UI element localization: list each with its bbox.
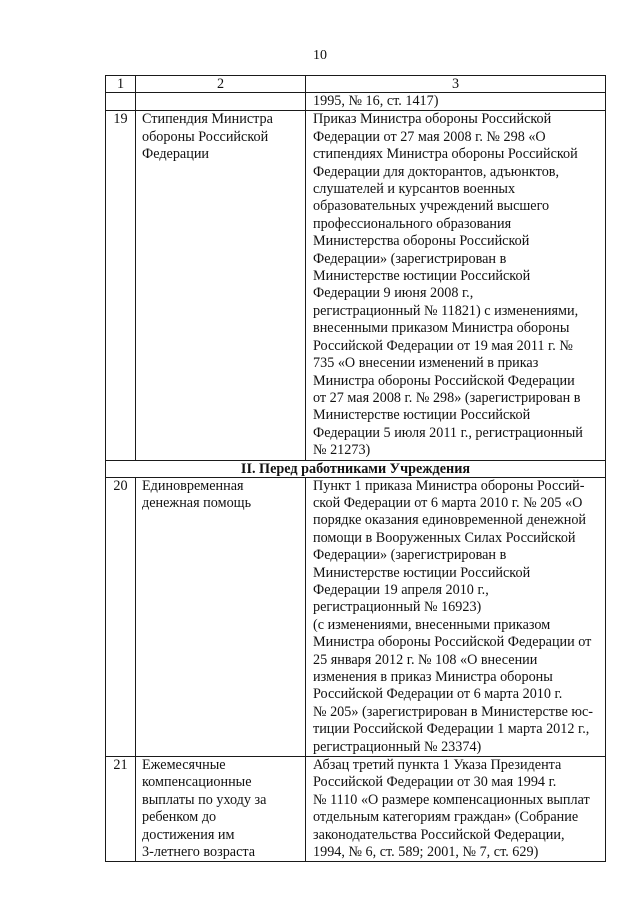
header-col-1: 1	[106, 76, 136, 93]
text-line: ребенком до	[142, 809, 217, 826]
text-line: профессионального образования	[313, 215, 512, 232]
text-line: 735 «О внесении изменений в приказ	[313, 355, 539, 372]
text-line: Российской Федерации от 19 мая 2011 г. №	[313, 337, 573, 354]
text-line: образовательных учреждений высшего	[313, 198, 550, 215]
table-row	[106, 111, 606, 460]
text-line: внесенными приказом Министра обороны	[313, 320, 570, 337]
text-line: Федерации 19 апреля 2010 г.,	[313, 581, 489, 598]
text-line: тиции Российской Федерации 1 марта 2012 г.,	[313, 721, 590, 738]
continuation-row	[106, 93, 606, 111]
text-line: денежная помощь	[142, 494, 252, 511]
benefit-name-cell	[136, 111, 306, 460]
text-line: Федерации» (зарегистрирован в	[313, 250, 507, 267]
text-line: Министерстве юстиции Российской	[313, 268, 531, 285]
text-line: порядке оказания единовременной денежной	[313, 512, 587, 529]
text-line: Пункт 1 приказа Министра обороны Россий-	[313, 477, 585, 494]
text-line: № 1110 «О размере компенсационных выплат	[313, 791, 590, 808]
benefit-name-cell	[136, 477, 306, 757]
text-line: Федерации 5 июля 2011 г., регистрационный	[313, 424, 583, 441]
text-line: регистрационный № 11821) с изменениями,	[313, 302, 579, 319]
text-line: Министерстве юстиции Российской	[313, 564, 531, 581]
text-line: законодательства Российской Федерации,	[313, 826, 565, 843]
text-line: 25 января 2012 г. № 108 «О внесении	[313, 651, 538, 668]
text-line: Российской Федерации от 30 мая 1994 г.	[313, 774, 557, 791]
header-col-3: 3	[306, 76, 606, 93]
continuation-num-cell	[106, 93, 136, 111]
table-row	[106, 477, 606, 757]
text-line: Стипендия Министра	[142, 111, 273, 128]
text-line: 1994, № 6, ст. 589; 2001, № 7, ст. 629)	[313, 844, 539, 861]
text-line: Министра обороны Российской Федерации	[313, 372, 575, 389]
section-row	[106, 460, 606, 477]
text-line: Министерства обороны Российской	[313, 233, 530, 250]
row-number: 19	[106, 111, 136, 460]
text-line: помощи в Вооруженных Силах Российской	[313, 529, 576, 546]
text-line: изменения в приказ Министра обороны	[313, 669, 553, 685]
row-number: 21	[106, 757, 136, 862]
text-line: отдельным категориям граждан» (Собрание	[313, 809, 579, 826]
text-line: Федерации» (зарегистрирован в	[313, 547, 507, 564]
text-line: Абзац третий пункта 1 Указа Президента	[313, 757, 562, 774]
table-header-row	[106, 76, 606, 93]
text-line: Единовременная	[142, 477, 244, 494]
benefit-name-cell	[136, 757, 306, 862]
text-line: Федерации от 27 мая 2008 г. № 298 «О	[313, 128, 546, 145]
text-line: 1995, № 16, ст. 1417)	[313, 93, 439, 109]
legal-basis-cell	[306, 757, 606, 862]
text-line: выплаты по уходу за	[142, 791, 267, 808]
table-body	[106, 76, 606, 862]
table-row	[106, 757, 606, 862]
text-line: регистрационный № 16923)	[313, 599, 482, 616]
continuation-basis-cell	[306, 93, 606, 111]
text-line: Приказ Министра обороны Российской	[313, 111, 552, 128]
text-line: Ежемесячные	[142, 757, 226, 774]
legal-basis-cell	[306, 111, 606, 460]
text-line: слушателей и курсантов военных	[313, 181, 516, 198]
text-line: (с изменениями, внесенными приказом	[313, 616, 551, 633]
section-title: II. Перед работниками Учреждения	[106, 460, 606, 477]
text-line: Министра обороны Российской Федерации от	[313, 634, 592, 651]
text-line: Федерации для докторантов, адъюнктов,	[313, 163, 560, 180]
text-line: обороны Российской	[142, 128, 269, 145]
text-line: достижения им	[142, 826, 235, 843]
text-line: Министерстве юстиции Российской	[313, 407, 531, 424]
page-number: 10	[313, 48, 327, 63]
row-number: 20	[106, 477, 136, 757]
continuation-name-cell	[136, 93, 306, 111]
text-line: № 21273)	[313, 442, 371, 459]
text-line: стипендиях Министра обороны Российской	[313, 146, 578, 163]
text-line: компенсационные	[142, 774, 252, 791]
benefits-table	[105, 75, 606, 862]
text-line: от 27 мая 2008 г. № 298» (зарегистрирован в	[313, 389, 581, 406]
text-line: ской Федерации от 6 марта 2010 г. № 205 «О	[313, 494, 583, 511]
text-line: № 205» (зарегистрирован в Министерстве юс-	[313, 703, 594, 720]
header-col-2: 2	[136, 76, 306, 93]
text-line: Российской Федерации от 6 марта 2010 г.	[313, 686, 563, 703]
text-line: 3-летнего возраста	[142, 844, 256, 861]
text-line: Федерации 9 июня 2008 г.,	[313, 285, 474, 302]
text-line: Федерации	[142, 146, 210, 163]
text-line: регистрационный № 23374)	[313, 738, 482, 755]
legal-basis-cell	[306, 477, 606, 757]
